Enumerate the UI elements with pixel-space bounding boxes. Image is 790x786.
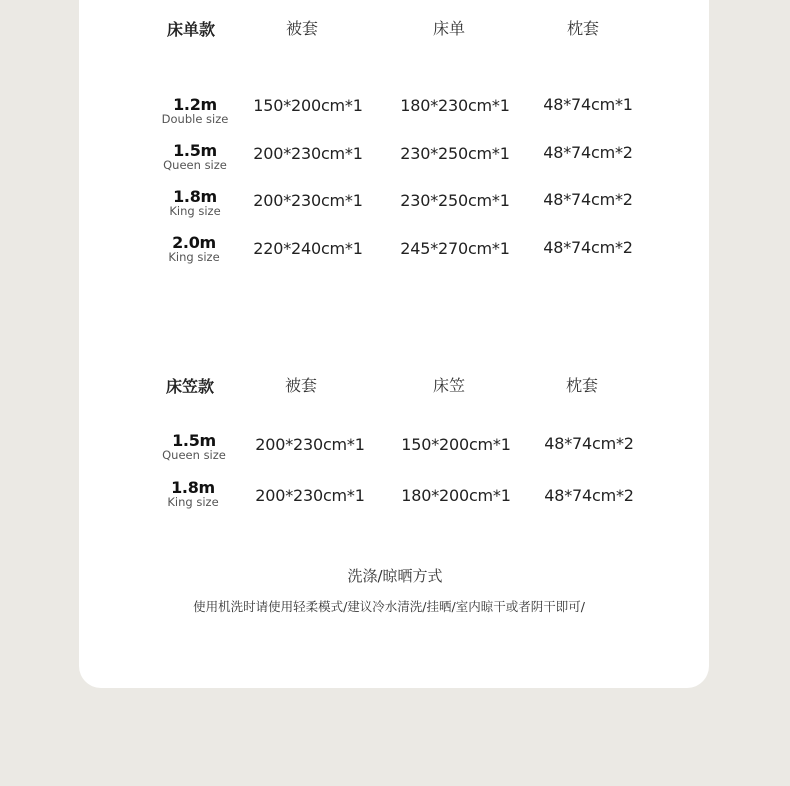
table1-header-pillowcase: 枕套 [566, 19, 600, 38]
table1-header-style: 床单款 [167, 20, 216, 39]
table2-pillowcase-value: 48*74cm*2 [544, 486, 634, 505]
table2-row-size [162, 432, 226, 462]
table1-sheet-value: 180*230cm*1 [400, 96, 510, 115]
table2-header-fitted: 床笠 [432, 376, 466, 395]
table2-fitted-value: 180*200cm*1 [401, 486, 511, 505]
table2-fitted-value: 150*200cm*1 [401, 435, 511, 454]
table1-pillowcase-value: 48*74cm*2 [543, 190, 633, 209]
table1-sheet-value: 245*270cm*1 [400, 239, 510, 258]
table1-row-size [168, 234, 219, 264]
size-label: 2.0m [172, 233, 216, 252]
table1-duvet-value: 220*240cm*1 [253, 239, 363, 258]
table2-header-style: 床笠款 [166, 377, 215, 396]
table2-header-pillowcase: 枕套 [565, 376, 599, 395]
table1-pillowcase-value: 48*74cm*1 [543, 95, 633, 114]
table1-row-size [163, 142, 227, 172]
size-name: King size [168, 250, 220, 264]
size-name: Double size [161, 112, 229, 126]
size-name: King size [167, 495, 219, 509]
size-label: 1.5m [173, 141, 217, 160]
table1-duvet-value: 150*200cm*1 [253, 96, 363, 115]
size-label: 1.5m [172, 431, 216, 450]
table1-duvet-value: 200*230cm*1 [253, 144, 363, 163]
table2-header-duvet: 被套 [284, 376, 318, 395]
table1-pillowcase-value: 48*74cm*2 [543, 238, 633, 257]
size-name: Queen size [163, 158, 227, 172]
size-label: 1.8m [173, 187, 217, 206]
size-name: King size [169, 204, 221, 218]
table1-sheet-value: 230*250cm*1 [400, 191, 510, 210]
table2-duvet-value: 200*230cm*1 [255, 486, 365, 505]
table2-pillowcase-value: 48*74cm*2 [544, 434, 634, 453]
table1-sheet-value: 230*250cm*1 [400, 144, 510, 163]
care-instructions: 使用机洗时请使用轻柔模式/建议冷水清洗/挂晒/室内晾干或者阴干即可/ [193, 599, 585, 614]
table1-duvet-value: 200*230cm*1 [253, 191, 363, 210]
table2-duvet-value: 200*230cm*1 [255, 435, 365, 454]
table1-row-size [162, 96, 229, 126]
table1-header-duvet: 被套 [285, 19, 319, 38]
size-label: 1.8m [171, 478, 215, 497]
size-label: 1.2m [173, 95, 217, 114]
table1-row-size [169, 188, 220, 218]
table1-pillowcase-value: 48*74cm*2 [543, 143, 633, 162]
table1-header-sheet: 床单 [432, 19, 466, 38]
table2-row-size [167, 479, 218, 509]
care-title: 洗涤/晾晒方式 [347, 567, 443, 585]
size-name: Queen size [162, 448, 226, 462]
